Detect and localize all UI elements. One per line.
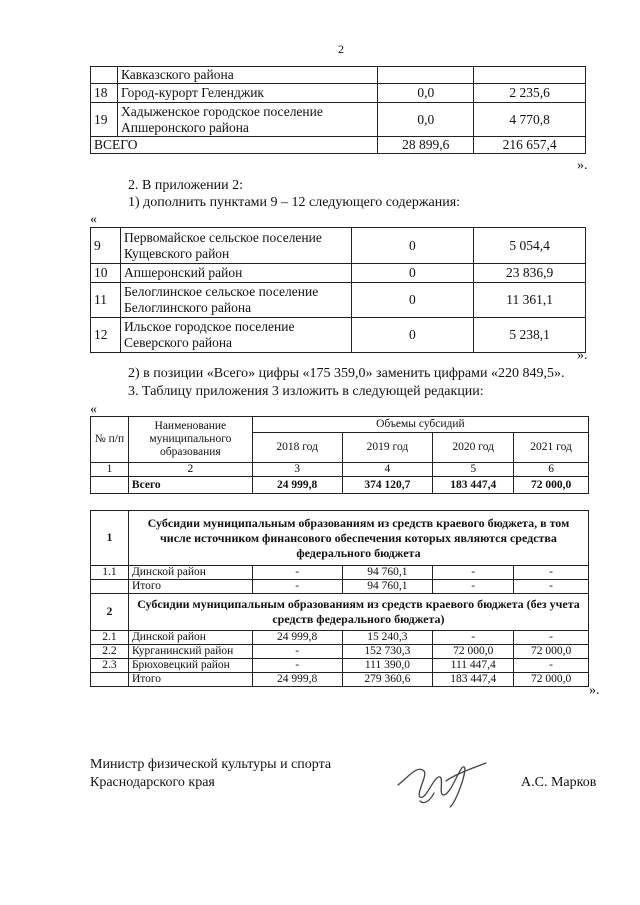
row-value-2: 5 054,4 — [474, 228, 586, 264]
section-header-row — [91, 511, 589, 566]
opening-quote: « — [90, 402, 97, 417]
section-instruction: 1) дополнить пунктами 9 – 12 следующего содержания: — [128, 195, 461, 210]
row-name: Итого — [128, 580, 252, 594]
row-number: 1.1 — [91, 566, 129, 580]
row-name: Апшеронский район — [120, 264, 351, 283]
row-number: 2.1 — [91, 631, 129, 645]
row-value: 152 730,3 — [342, 645, 433, 659]
row-value-2 — [474, 67, 586, 84]
row-number — [91, 580, 129, 594]
table-index-row — [91, 463, 589, 477]
row-name: Ильское городское поселение Северского района — [120, 318, 351, 353]
total-value: 24 999,8 — [252, 477, 342, 494]
row-value: 72 000,0 — [514, 645, 589, 659]
row-value: - — [514, 631, 589, 645]
table-row — [91, 67, 586, 84]
page-number: 2 — [338, 42, 344, 56]
row-name: Первомайское сельское поселение Кущевского район — [120, 228, 351, 264]
total-value: 374 120,7 — [342, 477, 433, 494]
opening-quote: « — [90, 212, 97, 227]
index-cell: 1 — [91, 463, 129, 477]
total-value-1: 28 899,6 — [378, 137, 474, 154]
closing-quote: ». — [589, 683, 600, 698]
closing-quote: ». — [577, 158, 588, 173]
row-name: Хадыженское городское поселение Апшеронского района — [117, 103, 377, 137]
closing-quote: ». — [577, 348, 588, 363]
table-row — [91, 631, 589, 645]
header-year: 2021 год — [514, 433, 589, 463]
header-year: 2018 год — [252, 433, 342, 463]
section-header-row — [91, 594, 589, 631]
row-value: 72 000,0 — [514, 673, 589, 687]
section-title: Субсидии муниципальным образованиям из средств краевого бюджета, в том числе источником финансового обеспечения которых являются средства федерального бюджета — [128, 511, 588, 566]
row-value-2: 4 770,8 — [474, 103, 586, 137]
row-value: 24 999,8 — [252, 673, 342, 687]
table-row — [91, 580, 589, 594]
table-row — [91, 673, 589, 687]
row-value: - — [433, 631, 514, 645]
row-value-1: 0 — [351, 228, 474, 264]
row-value: - — [514, 580, 589, 594]
row-number: 12 — [91, 318, 121, 353]
row-value: 111 390,0 — [342, 659, 433, 673]
row-number — [91, 673, 129, 687]
total-label: Всего — [128, 477, 252, 494]
total-label: ВСЕГО — [91, 137, 378, 154]
row-name: Динской район — [128, 566, 252, 580]
row-value: - — [514, 659, 589, 673]
index-cell: 4 — [342, 463, 433, 477]
row-value: 24 999,8 — [252, 631, 342, 645]
row-value: 72 000,0 — [433, 645, 514, 659]
index-cell: 3 — [252, 463, 342, 477]
row-value: - — [433, 566, 514, 580]
section-heading: 2. В приложении 2: — [128, 178, 244, 193]
row-value: 111 447,4 — [433, 659, 514, 673]
row-name: Динской район — [128, 631, 252, 645]
table-total-row — [91, 137, 586, 154]
table-row — [91, 228, 586, 264]
header-number: № п/п — [91, 417, 129, 463]
table-row — [91, 264, 586, 283]
table-row — [91, 103, 586, 137]
total-value-2: 216 657,4 — [474, 137, 586, 154]
row-value: 15 240,3 — [342, 631, 433, 645]
row-value-1: 0,0 — [378, 103, 474, 137]
table-total-row — [91, 477, 589, 494]
table-header-row — [91, 417, 589, 433]
signatory-position-line1: Министр физической культуры и спорта — [90, 757, 332, 772]
table-row — [91, 566, 589, 580]
row-name: Брюховецкий район — [128, 659, 252, 673]
row-value-1: 0 — [351, 283, 474, 318]
row-name: Итого — [128, 673, 252, 687]
table-appendix-3-sections — [90, 510, 589, 687]
section-number: 1 — [91, 511, 129, 566]
row-value: - — [514, 566, 589, 580]
row-name: Город-курорт Геленджик — [117, 84, 377, 103]
handwritten-signature — [390, 745, 500, 815]
total-value: 72 000,0 — [514, 477, 589, 494]
row-value-2: 11 361,1 — [474, 283, 586, 318]
row-value-1 — [378, 67, 474, 84]
row-number: 9 — [91, 228, 121, 264]
section-instruction: 2) в позиции «Всего» цифры «175 359,0» заменить цифрами «220 849,5». — [128, 366, 565, 381]
row-number: 2.2 — [91, 645, 129, 659]
table-appendix-2-additions — [90, 227, 586, 353]
row-value: 94 760,1 — [342, 580, 433, 594]
row-name: Курганинский район — [128, 645, 252, 659]
row-value-1: 0 — [351, 318, 474, 353]
row-name: Белоглинское сельское поселение Белоглинского района — [120, 283, 351, 318]
row-number: 10 — [91, 264, 121, 283]
table-row — [91, 645, 589, 659]
index-cell: 2 — [128, 463, 252, 477]
table-row — [91, 283, 586, 318]
row-value-2: 5 238,1 — [474, 318, 586, 353]
row-value-2: 2 235,6 — [474, 84, 586, 103]
table-row — [91, 84, 586, 103]
row-number: 18 — [91, 84, 118, 103]
header-group: Объемы субсидий — [252, 417, 588, 433]
signatory-name: А.С. Марков — [521, 775, 597, 790]
row-number — [91, 67, 118, 84]
header-name: Наименование муниципального образования — [128, 417, 252, 463]
row-value: 94 760,1 — [342, 566, 433, 580]
signatory-position-line2: Краснодарского края — [90, 775, 215, 790]
header-year: 2020 год — [433, 433, 514, 463]
total-value: 183 447,4 — [433, 477, 514, 494]
table-row — [91, 659, 589, 673]
section-number: 2 — [91, 594, 129, 631]
table-row — [91, 318, 586, 353]
section-heading: 3. Таблицу приложения 3 изложить в следующей редакции: — [128, 384, 484, 399]
row-value: - — [252, 580, 342, 594]
index-cell: 5 — [433, 463, 514, 477]
row-value: - — [252, 659, 342, 673]
row-number: 2.3 — [91, 659, 129, 673]
table-appendix-3-header — [90, 416, 589, 494]
index-cell: 6 — [514, 463, 589, 477]
row-value: 183 447,4 — [433, 673, 514, 687]
row-number: 11 — [91, 283, 121, 318]
row-value-1: 0,0 — [378, 84, 474, 103]
row-value-2: 23 836,9 — [474, 264, 586, 283]
row-value: - — [433, 580, 514, 594]
table-appendix-1-continuation — [90, 66, 586, 154]
row-number: 19 — [91, 103, 118, 137]
section-title: Субсидии муниципальным образованиям из средств краевого бюджета (без учета средств федерального бюджета) — [128, 594, 588, 631]
header-year: 2019 год — [342, 433, 433, 463]
row-value: 279 360,6 — [342, 673, 433, 687]
row-value-1: 0 — [351, 264, 474, 283]
row-name: Кавказского района — [117, 67, 377, 84]
empty-cell — [91, 477, 129, 494]
row-value: - — [252, 566, 342, 580]
row-value: - — [252, 645, 342, 659]
